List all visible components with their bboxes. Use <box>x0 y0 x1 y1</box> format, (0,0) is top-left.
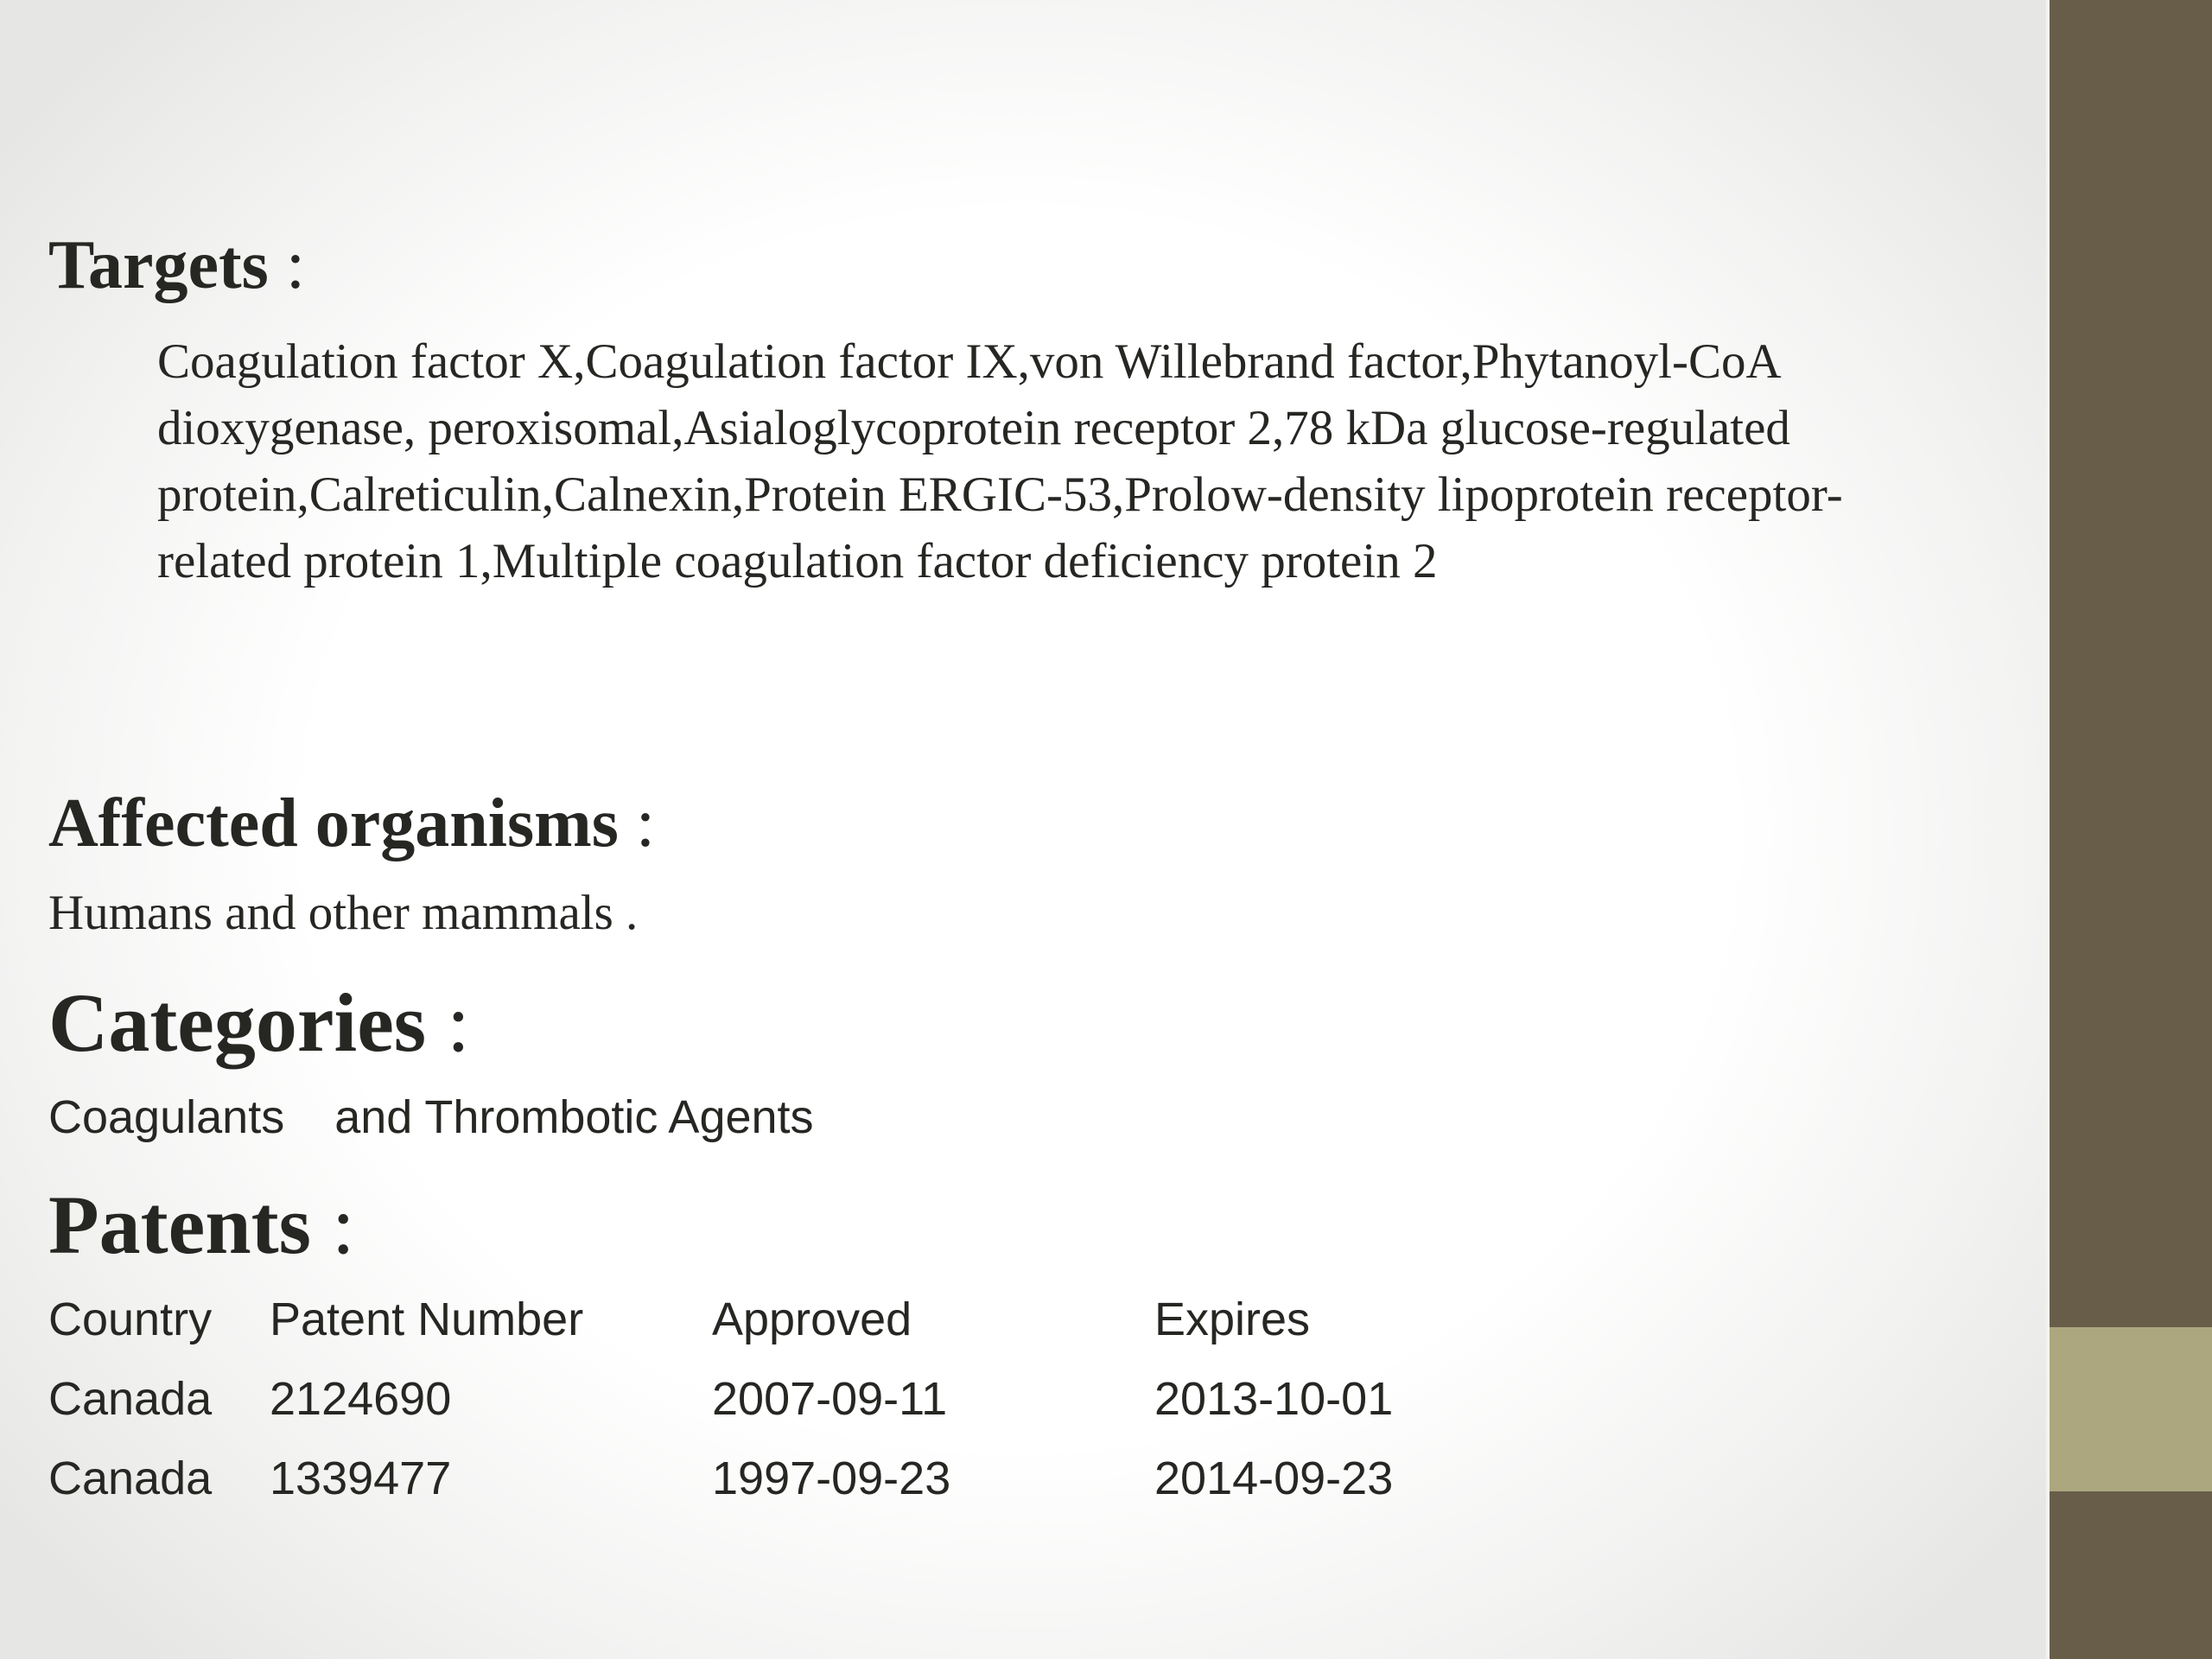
cell-patent-number: 1339477 <box>270 1452 452 1504</box>
column-header-expires: Expires <box>1154 1294 1311 1345</box>
targets-text: Coagulation factor X,Coagulation factor IX,von Willebrand factor,Phytanoyl-CoA dioxygenase, peroxisomal,Asialoglycoprotein receptor 2,78 kDa glucose-regulated protein,Calreticulin,Calnexin,Protein ERGIC-53,Prolow-density lipoprotein receptor-related protein 1,Multiple coagulation factor deficiency protein 2 <box>157 334 1843 588</box>
cell-country: Canada <box>48 1452 213 1504</box>
decorative-sidebar-accent <box>2050 1327 2212 1491</box>
categories-text-part1: Coagulants <box>48 1091 285 1143</box>
patents-heading-colon: : <box>310 1179 355 1271</box>
column-header-approved: Approved <box>712 1294 912 1345</box>
affected-organisms-heading <box>48 785 655 863</box>
cell-patent-number: 2124690 <box>270 1373 452 1425</box>
categories-heading-colon: : <box>426 976 470 1069</box>
categories-heading-label: Categories <box>48 976 427 1069</box>
targets-heading-colon: : <box>268 227 306 303</box>
cell-expires: 2013-10-01 <box>1154 1373 1394 1425</box>
cell-approved: 2007-09-11 <box>712 1373 948 1425</box>
cell-country: Canada <box>48 1373 213 1425</box>
patents-heading-label: Patents <box>48 1179 311 1271</box>
targets-heading-label: Targets <box>48 227 269 303</box>
categories-heading <box>48 975 470 1071</box>
cell-approved: 1997-09-23 <box>712 1452 951 1504</box>
affected-organisms-text: Humans and other mammals . <box>48 886 639 940</box>
categories-text <box>48 1090 814 1144</box>
cell-expires: 2014-09-23 <box>1154 1452 1394 1504</box>
affected-organisms-heading-label: Affected organisms <box>48 785 619 861</box>
column-header-patent-number: Patent Number <box>270 1294 584 1345</box>
affected-organisms-heading-colon: : <box>618 785 656 861</box>
categories-text-part2: and Thrombotic Agents <box>334 1091 814 1143</box>
targets-heading <box>48 226 305 305</box>
patents-heading <box>48 1177 355 1273</box>
column-header-country: Country <box>48 1294 213 1345</box>
